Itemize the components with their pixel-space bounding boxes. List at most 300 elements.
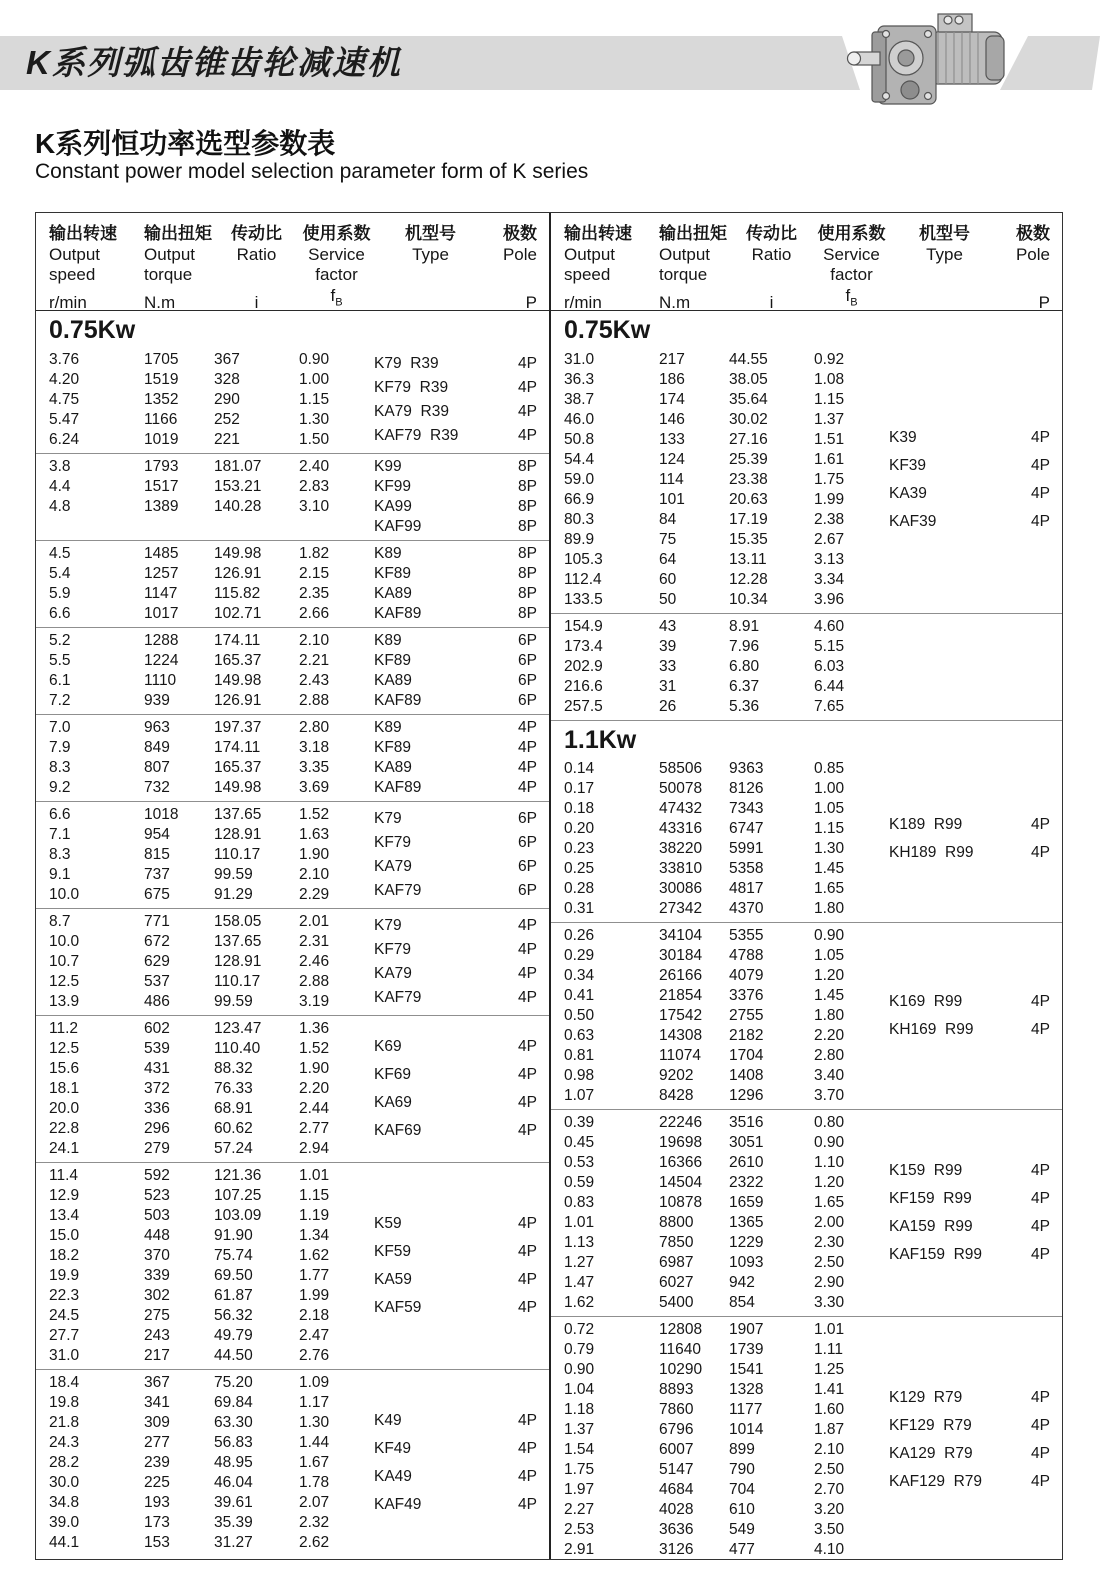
value-cell: 7.65 [814, 698, 845, 715]
value-cell: 1.07 [564, 1087, 595, 1104]
value-cell: 1.09 [299, 1374, 330, 1391]
type-row [889, 512, 1050, 532]
value-cell: 0.72 [564, 1321, 595, 1338]
type-group [551, 922, 1062, 1109]
value-cell: 675 [144, 886, 170, 903]
type-list [374, 718, 537, 798]
value-cell: 1.15 [814, 820, 845, 837]
value-cell: 76.33 [214, 1080, 253, 1097]
value-cell: 173 [144, 1514, 170, 1531]
value-cell: 112.4 [564, 571, 602, 588]
header-col-type [374, 222, 487, 313]
value-cell: 2.47 [299, 1327, 330, 1344]
type-list [374, 1019, 537, 1159]
type-name: KA79 [374, 858, 412, 875]
value-cell: 153 [144, 1534, 170, 1551]
value-cell: 954 [144, 826, 170, 843]
type-row [374, 833, 537, 853]
type-row [374, 1411, 537, 1431]
value-cell: 75.74 [214, 1247, 253, 1264]
value-cell [299, 517, 374, 537]
type-name: K189 R99 [889, 816, 963, 833]
value-cell: 1389 [144, 498, 179, 515]
value-cell: 153.21 [214, 478, 262, 495]
value-cell: 1.30 [299, 1414, 330, 1431]
pole-value: 4P [518, 379, 537, 396]
value-cell: 8428 [659, 1087, 694, 1104]
value-cell: 21.8 [49, 1414, 80, 1431]
value-cell: 50.8 [564, 431, 595, 448]
value-cell: 11074 [659, 1047, 701, 1064]
value-cell: 39 [659, 638, 677, 655]
type-name: K79 [374, 917, 402, 934]
value-cell: 0.59 [564, 1174, 595, 1191]
type-name: KH189 R99 [889, 844, 974, 861]
value-cell: 114 [659, 471, 684, 488]
page-title-zh: K系列恒功率选型参数表 [35, 128, 336, 159]
value-cell: 1.05 [814, 800, 845, 817]
value-cell: 6.44 [814, 678, 845, 695]
header-label-zh: 机型号 [405, 224, 456, 243]
type-name: K79 R39 [374, 355, 439, 372]
header-unit: r/min [564, 293, 602, 313]
value-cell: 1.62 [299, 1247, 330, 1264]
value-cell: 19.9 [49, 1267, 80, 1284]
value-cell: 3.19 [299, 993, 330, 1010]
pole-value: 6P [518, 652, 537, 669]
value-cell: 448 [144, 1227, 170, 1244]
pole-value: 8P [518, 605, 537, 622]
value-cell: 477 [729, 1541, 755, 1558]
value-cell: 1.13 [564, 1234, 595, 1251]
type-row [889, 456, 1050, 476]
type-row [374, 426, 537, 446]
value-cell: 7.0 [49, 719, 71, 736]
header-label-zh: 传动比 [231, 224, 282, 243]
type-group [551, 1316, 1062, 1563]
type-name: KF49 [374, 1440, 412, 1457]
value-cell: 309 [144, 1414, 170, 1431]
value-cell: 6027 [659, 1274, 694, 1291]
pole-value: 4P [1031, 1389, 1050, 1406]
value-cell: 149.98 [214, 672, 262, 689]
value-cell: 486 [144, 993, 170, 1010]
value-cell: 19698 [659, 1134, 703, 1151]
value-cell: 133.5 [564, 591, 603, 608]
value-cell: 290 [214, 391, 240, 408]
type-row [374, 1093, 537, 1113]
value-cell: 2.53 [564, 1521, 595, 1538]
value-cell: 12808 [659, 1321, 703, 1338]
page-title-en: Constant power model selection parameter form of K series [35, 160, 589, 183]
type-name: KAF79 [374, 989, 422, 1006]
value-cell: 44.55 [729, 351, 768, 368]
value-cell: 1.97 [564, 1481, 595, 1498]
value-cell: 99.59 [214, 993, 253, 1010]
value-cell: 1352 [144, 391, 179, 408]
value-cell: 5400 [659, 1294, 694, 1311]
value-cell: 7.2 [49, 692, 71, 709]
header-label-en: factor [830, 265, 873, 284]
value-cell: 2.00 [814, 1214, 845, 1231]
type-name: KA159 R99 [889, 1218, 973, 1235]
value-cell: 1.20 [814, 967, 845, 984]
value-cell: 34104 [659, 927, 703, 944]
parameter-table [35, 212, 1063, 1560]
value-cell: 15.35 [729, 531, 768, 548]
header-label-zh: 输出扭矩 [144, 224, 212, 243]
value-cell: 3.70 [814, 1087, 845, 1104]
value-cell: 2.76 [299, 1347, 330, 1364]
value-cell: 370 [144, 1247, 170, 1264]
header-label-en: Output [49, 245, 101, 264]
value-cell: 1485 [144, 545, 179, 562]
header-label-en: speed [49, 265, 96, 284]
value-cell: 1.54 [564, 1441, 595, 1458]
type-row [374, 809, 537, 829]
value-cell: 1147 [144, 585, 178, 602]
pole-value: 4P [518, 989, 537, 1006]
pole-value: 4P [1031, 513, 1050, 530]
pole-value: 4P [1031, 993, 1050, 1010]
value-cell: 216.6 [564, 678, 603, 695]
type-name: K79 [374, 810, 402, 827]
type-row [889, 1020, 1050, 1040]
value-cell: 1.15 [814, 391, 845, 408]
header-label-en: Ratio [751, 245, 792, 264]
value-cell: 243 [144, 1327, 170, 1344]
value-cell: 165.37 [214, 759, 262, 776]
type-group [551, 613, 1062, 720]
value-cell: 0.41 [564, 987, 595, 1004]
value-cell: 11.2 [49, 1020, 79, 1037]
value-cell: 6007 [659, 1441, 694, 1458]
type-row [889, 1472, 1050, 1492]
type-row [374, 940, 537, 960]
value-cell: 10.34 [729, 591, 768, 608]
type-row [374, 354, 537, 374]
header-label-en: speed [564, 265, 611, 284]
type-row [374, 881, 537, 901]
value-cell: 2.66 [299, 605, 330, 622]
value-cell: 854 [729, 1294, 755, 1311]
value-cell: 9363 [729, 760, 764, 777]
value-cell: 158.05 [214, 913, 262, 930]
pole-value: 4P [1031, 1246, 1050, 1263]
value-cell: 0.79 [564, 1341, 595, 1358]
value-cell: 0.28 [564, 880, 595, 897]
header-unit: $f_B$ [845, 286, 858, 309]
value-cell: 16366 [659, 1154, 703, 1171]
value-cell: 6.03 [814, 658, 845, 675]
type-name: K89 [374, 632, 402, 649]
pole-value: 4P [1031, 429, 1050, 446]
type-name: K129 R79 [889, 1389, 963, 1406]
type-list [374, 1373, 537, 1553]
value-cell: 0.98 [564, 1067, 595, 1084]
value-cell: 26 [659, 698, 677, 715]
header-label-en: Service [823, 245, 880, 264]
value-cell: 2.88 [299, 973, 330, 990]
pole-value: 8P [518, 498, 537, 515]
pole-value: 4P [518, 1468, 537, 1485]
type-name: KA79 [374, 965, 412, 982]
value-cell: 1.37 [564, 1421, 595, 1438]
value-cell: 372 [144, 1080, 170, 1097]
header-label-en: Output [144, 245, 196, 264]
type-row [374, 671, 537, 691]
type-row [374, 517, 537, 537]
value-cell: 3.20 [814, 1501, 845, 1518]
value-cell: 5991 [729, 840, 764, 857]
value-cell: 3.30 [814, 1294, 845, 1311]
header-col-ratio [214, 222, 299, 313]
value-cell: 0.29 [564, 947, 595, 964]
value-cell: 1.34 [299, 1227, 330, 1244]
header-label-zh: 机型号 [919, 224, 970, 243]
value-cell: 2.91 [564, 1541, 595, 1558]
value-cell: 0.90 [564, 1361, 595, 1378]
value-cell: 523 [144, 1187, 170, 1204]
type-group [36, 540, 549, 627]
value-cell: 2.80 [814, 1047, 845, 1064]
value-cell: 1.10 [814, 1154, 845, 1171]
header-label-zh: 传动比 [746, 224, 797, 243]
value-cell: 1166 [144, 411, 178, 428]
header-unit: P [525, 293, 537, 313]
value-cell: 4788 [729, 947, 764, 964]
value-cell: 2.10 [299, 632, 330, 649]
value-cell: 33810 [659, 860, 703, 877]
value-cell: 1.37 [814, 411, 845, 428]
value-cell: 17.19 [729, 511, 768, 528]
value-cell: 1365 [729, 1214, 764, 1231]
type-name: KA129 R79 [889, 1445, 973, 1462]
pole-value: 4P [1031, 816, 1050, 833]
header-label-en: Type [926, 245, 963, 264]
value-cell: 18.1 [49, 1080, 80, 1097]
value-cell: 2.50 [814, 1461, 845, 1478]
value-cell: 12.28 [729, 571, 768, 588]
value-cell: 75 [659, 531, 677, 548]
value-cell: 38220 [659, 840, 703, 857]
value-cell: 2.40 [299, 458, 330, 475]
table-left-half [36, 213, 549, 1559]
type-name: KA49 [374, 1468, 412, 1485]
type-group [551, 1109, 1062, 1316]
type-row [374, 1467, 537, 1487]
value-cell: 1793 [144, 458, 179, 475]
type-row [374, 857, 537, 877]
value-cell: 18.2 [49, 1247, 80, 1264]
value-cell: 2.21 [299, 652, 330, 669]
value-cell: 0.85 [814, 760, 845, 777]
type-row [889, 1245, 1050, 1265]
value-cell: 10.0 [49, 886, 80, 903]
header-label-en: torque [144, 265, 193, 284]
value-cell: 1.52 [299, 1040, 330, 1057]
type-list [374, 457, 537, 537]
value-cell: 56.83 [214, 1434, 253, 1451]
value-cell: 5.2 [49, 632, 71, 649]
value-cell: 3051 [729, 1134, 764, 1151]
value-cell: 13.11 [729, 551, 767, 568]
type-name: KF99 [374, 478, 412, 495]
value-cell: 1.75 [564, 1461, 595, 1478]
value-cell: 4684 [659, 1481, 694, 1498]
value-cell: 3.76 [49, 351, 80, 368]
value-cell: 1014 [729, 1421, 764, 1438]
value-cell: 1.25 [814, 1361, 845, 1378]
type-name: KF59 [374, 1243, 412, 1260]
type-name: KF89 [374, 565, 412, 582]
value-cell: 5.15 [814, 638, 845, 655]
type-group [36, 627, 549, 714]
value-cell: 239 [144, 1454, 170, 1471]
value-cell: 1705 [144, 351, 179, 368]
value-cell: 1739 [729, 1341, 764, 1358]
type-row [889, 1189, 1050, 1209]
value-cell: 34.8 [49, 1494, 80, 1511]
value-cell: 296 [144, 1120, 170, 1137]
value-cell: 1.78 [299, 1474, 330, 1491]
header-unit: N.m [659, 293, 691, 313]
type-list [889, 926, 1050, 1106]
header-label-en: Type [412, 245, 449, 264]
value-cell: 7860 [659, 1401, 694, 1418]
value-cell: 44.50 [214, 1347, 253, 1364]
value-cell: 154.9 [564, 618, 603, 635]
type-row [374, 1065, 537, 1085]
value-cell: 1.04 [564, 1381, 595, 1398]
value-cell: 174 [659, 391, 685, 408]
pole-value: 6P [518, 882, 537, 899]
type-row [374, 1298, 537, 1318]
type-row [374, 988, 537, 1008]
type-row [374, 1242, 537, 1262]
type-name: KAF159 R99 [889, 1246, 983, 1263]
value-cell: 14504 [659, 1174, 703, 1191]
value-cell: 4.10 [814, 1541, 845, 1558]
type-row [889, 1161, 1050, 1181]
value-cell: 69.84 [214, 1394, 253, 1411]
value-cell: 336 [144, 1100, 170, 1117]
header-label-en: Service [308, 245, 365, 264]
value-cell: 1517 [144, 478, 179, 495]
type-name: KAF59 [374, 1299, 422, 1316]
type-group [36, 714, 549, 801]
header-unit: r/min [49, 293, 87, 313]
value-cell: 54.4 [564, 451, 595, 468]
value-cell: 0.20 [564, 820, 595, 837]
type-name: KAF99 [374, 518, 422, 535]
value-cell: 1019 [144, 431, 179, 448]
value-cell: 149.98 [214, 779, 262, 796]
value-cell: 186 [659, 371, 685, 388]
value-cell: 202.9 [564, 658, 603, 675]
value-cell: 2.80 [299, 719, 330, 736]
value-cell: 0.53 [564, 1154, 595, 1171]
value-cell: 2.32 [299, 1514, 330, 1531]
type-name: KAF89 [374, 692, 422, 709]
value-cell: 1018 [144, 806, 179, 823]
value-cell: 221 [214, 431, 240, 448]
value-cell: 47432 [659, 800, 703, 817]
type-group [36, 1015, 549, 1162]
value-cell: 431 [144, 1060, 170, 1077]
value-cell: 8800 [659, 1214, 694, 1231]
pole-value: 4P [518, 1066, 537, 1083]
value-cell: 30.0 [49, 1474, 80, 1491]
value-cell: 4.20 [49, 371, 80, 388]
value-cell: 1.44 [299, 1434, 330, 1451]
value-cell: 6796 [659, 1421, 694, 1438]
value-cell: 1.62 [564, 1294, 595, 1311]
value-cell: 1.01 [564, 1214, 595, 1231]
value-cell: 137.65 [214, 806, 262, 823]
value-cell: 3.34 [814, 571, 845, 588]
type-name: K49 [374, 1412, 402, 1429]
value-cell: 0.90 [814, 1134, 845, 1151]
value-cell: 1.63 [299, 826, 330, 843]
pole-value: 4P [518, 917, 537, 934]
value-cell: 6.80 [729, 658, 760, 675]
pole-value: 4P [1031, 1218, 1050, 1235]
value-cell: 4.60 [814, 618, 845, 635]
type-row [374, 1495, 537, 1515]
value-cell: 1.51 [814, 431, 845, 448]
value-cell: 35.64 [729, 391, 768, 408]
value-cell: 672 [144, 933, 170, 950]
value-cell: 30184 [659, 947, 703, 964]
value-cell: 1.20 [814, 1174, 845, 1191]
value-cell: 3.96 [814, 591, 845, 608]
value-cell: 1.77 [299, 1267, 330, 1284]
type-row [374, 1121, 537, 1141]
value-cell: 2.20 [299, 1080, 330, 1097]
value-cell: 1.30 [814, 840, 845, 857]
header-label-zh: 使用系数 [817, 224, 886, 243]
value-cell: 1.27 [564, 1254, 595, 1271]
value-cell: 1.75 [814, 471, 845, 488]
value-cell: 503 [144, 1207, 170, 1224]
value-cell: 1.90 [299, 846, 330, 863]
header-label-zh: 极数 [503, 224, 537, 243]
header-unit: P [1038, 293, 1050, 313]
value-cell: 75.20 [214, 1374, 253, 1391]
value-cell: 1.80 [814, 900, 845, 917]
type-name: KAF39 [889, 513, 937, 530]
header-label-en: Output [659, 245, 711, 264]
value-cell: 0.23 [564, 840, 595, 857]
value-cell: 17542 [659, 1007, 703, 1024]
type-list [374, 544, 537, 624]
value-cell: 123.47 [214, 1020, 262, 1037]
value-cell: 2.90 [814, 1274, 845, 1291]
value-cell [144, 517, 214, 537]
type-name: KH169 R99 [889, 1021, 974, 1038]
pole-value: 4P [1031, 1190, 1050, 1207]
value-cell: 3376 [729, 987, 764, 1004]
type-row [374, 402, 537, 422]
type-row [889, 843, 1050, 863]
value-cell: 3.10 [299, 498, 330, 515]
value-cell: 549 [729, 1521, 755, 1538]
value-cell: 59.0 [564, 471, 595, 488]
value-cell: 277 [144, 1434, 170, 1451]
header-label-en: factor [315, 265, 358, 284]
value-cell: 30086 [659, 880, 703, 897]
